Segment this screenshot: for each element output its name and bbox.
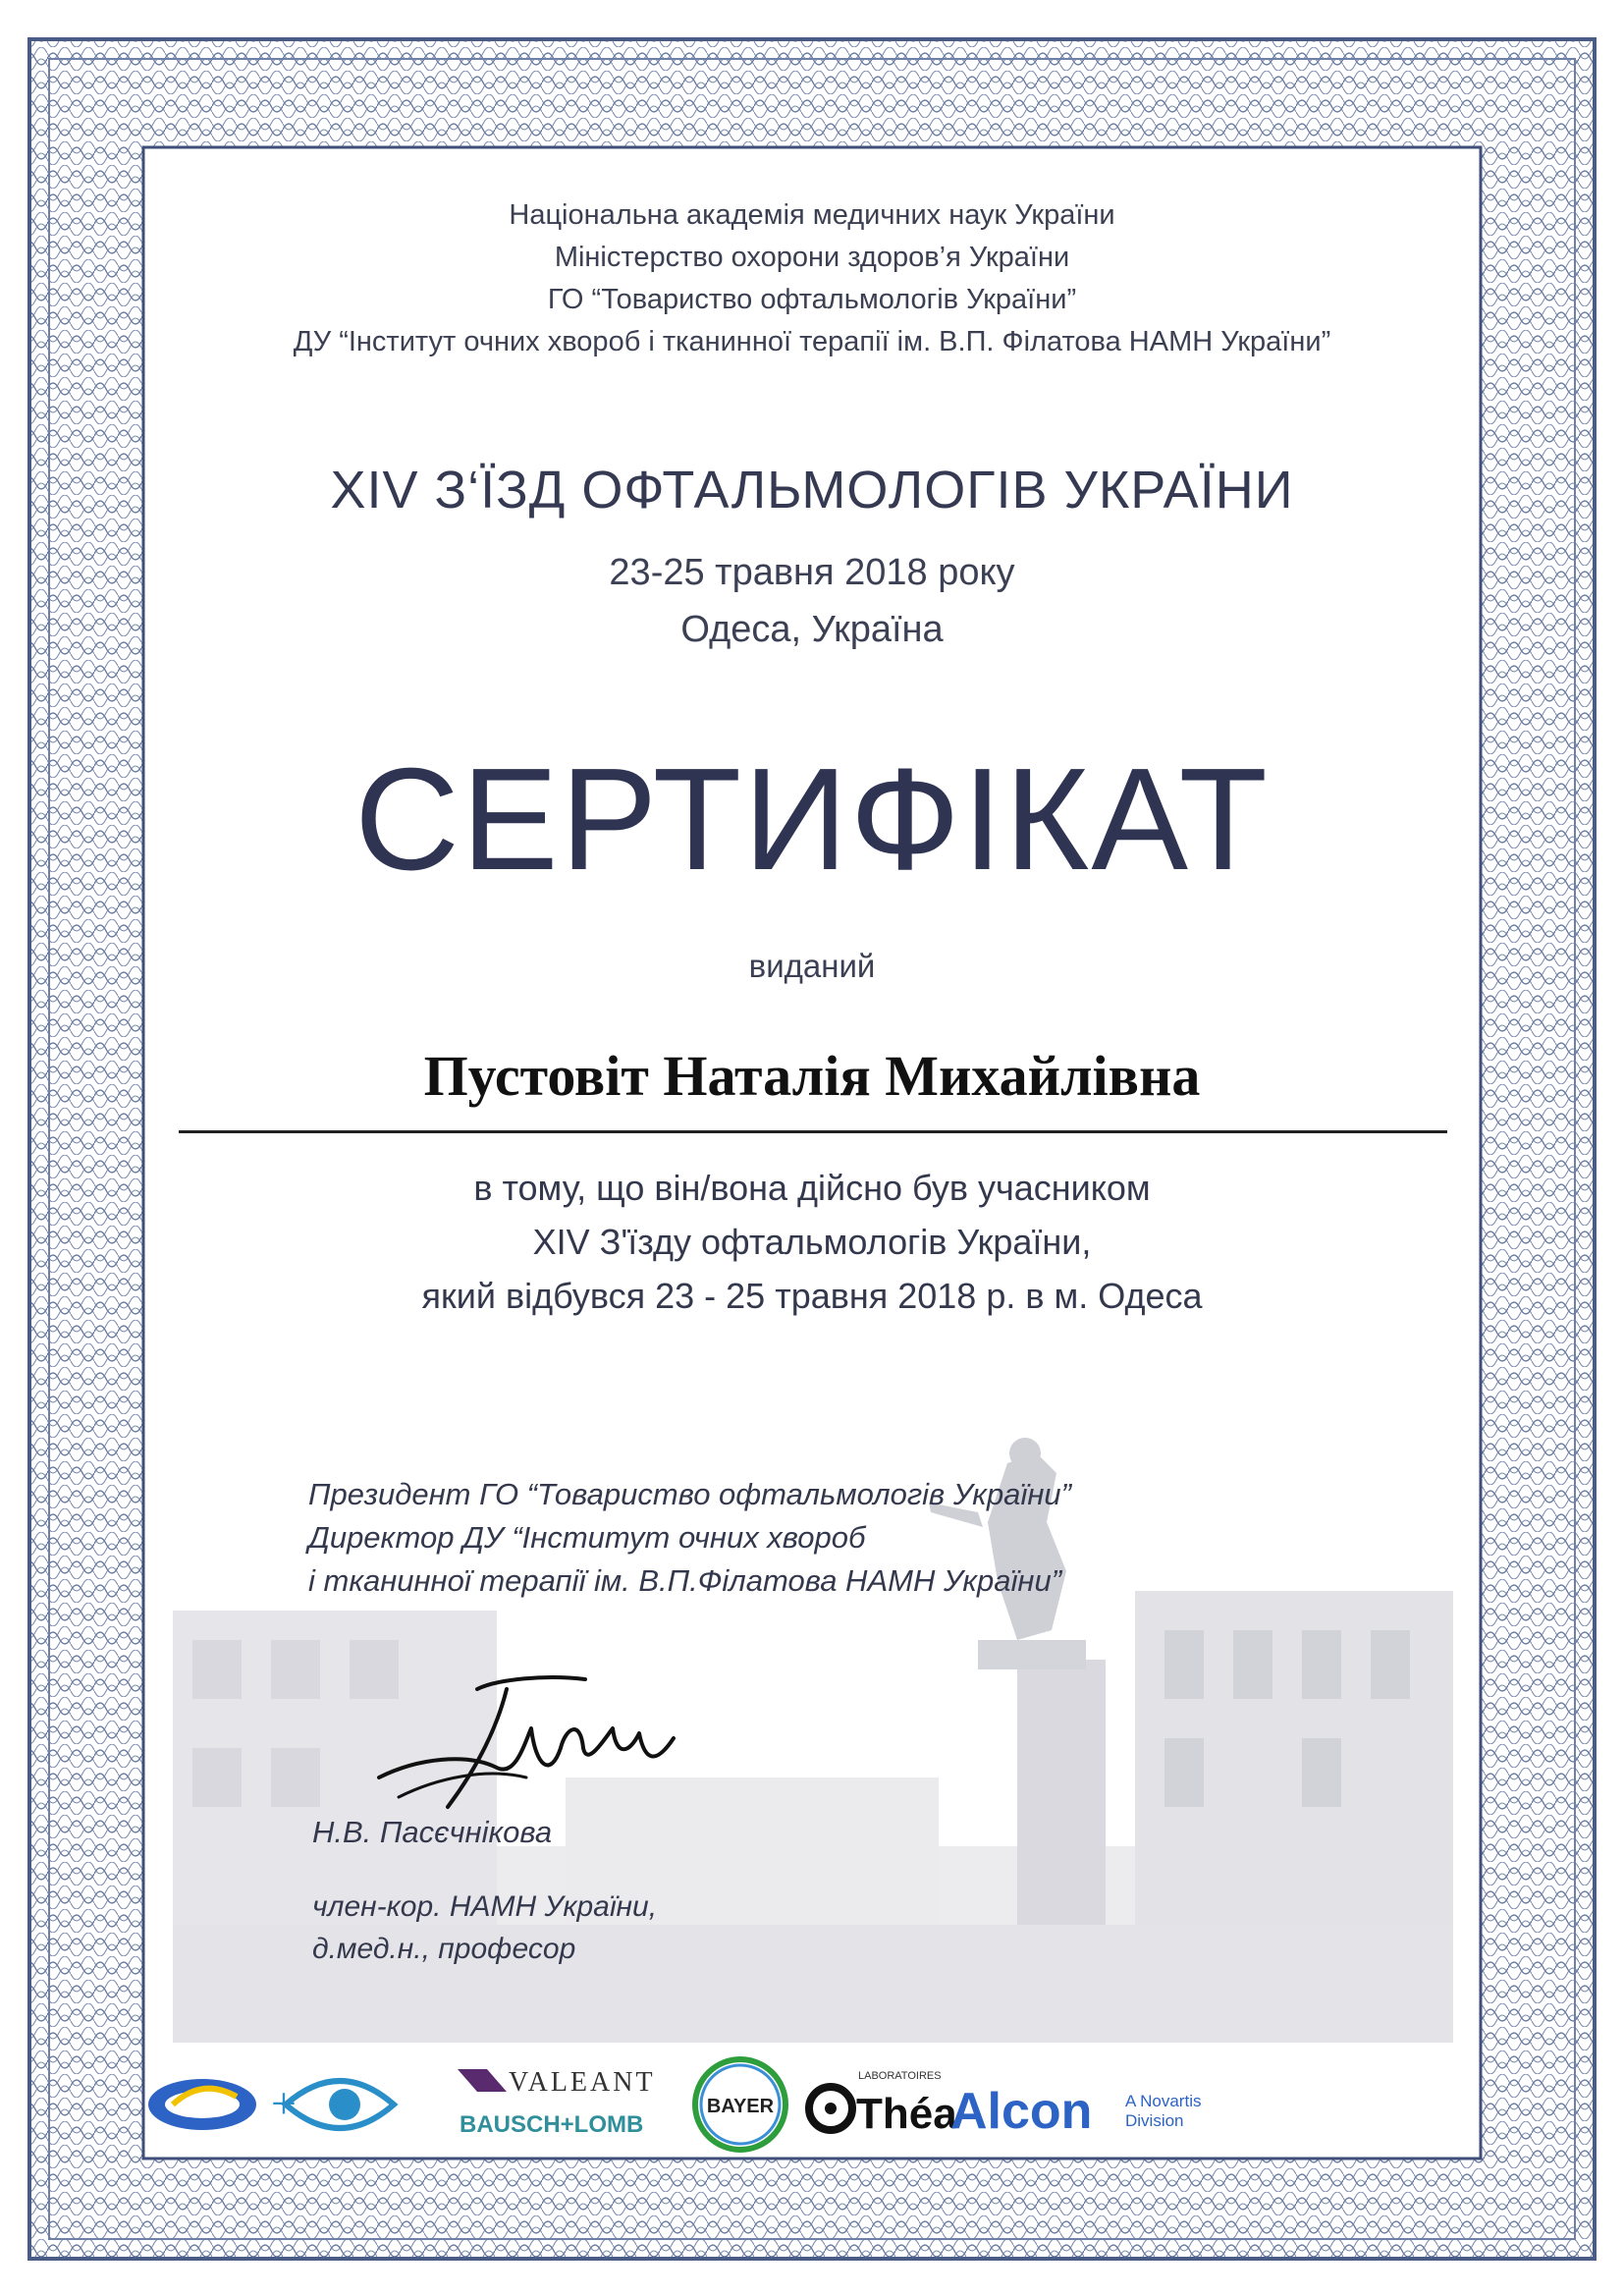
certificate-title: СЕРТИФІКАТ xyxy=(354,738,1270,901)
recipient-name: Пустовіт Наталія Михайлівна xyxy=(423,1044,1201,1108)
body-line: XIV З'їзду офтальмологів України, xyxy=(532,1222,1092,1262)
event-location: Одеса, Україна xyxy=(680,609,944,650)
certificate-content xyxy=(143,147,1481,2159)
sponsor-logo-alcon xyxy=(950,2083,1201,2140)
position-line: Президент ГО “Товариство офтальмологів України” xyxy=(308,1477,1071,1511)
org-line: ГО “Товариство офтальмологів України” xyxy=(547,284,1077,315)
sponsor-logo-valeant xyxy=(458,2067,656,2138)
sponsor-logo-thea xyxy=(809,2070,957,2138)
alcon-sub-text: A Novartis xyxy=(1125,2092,1202,2110)
certificate-body xyxy=(143,1161,1481,1323)
position-line: і тканинної терапії ім. В.П.Філатова НАМН України” xyxy=(308,1563,1062,1598)
name-underline xyxy=(179,1130,1447,1133)
signatory-name: Н.В. Пасєчнікова xyxy=(312,1815,553,1849)
sponsor-logo-filatov-institute xyxy=(271,2078,394,2128)
thea-text: Théa xyxy=(856,2090,957,2138)
sponsor-logo-bayer xyxy=(695,2059,785,2150)
signatory-position xyxy=(308,1473,1290,1603)
alcon-sub-text: Division xyxy=(1125,2111,1184,2130)
sponsor-logos xyxy=(143,2048,1481,2156)
position-line: Директор ДУ “Інститут очних хвороб xyxy=(308,1520,866,1555)
org-line: ДУ “Інститут очних хвороб і тканинної терапії ім. В.П. Філатова НАМН України” xyxy=(293,326,1331,357)
signatory-title xyxy=(312,1886,657,1970)
bausch-lomb-text: BAUSCH+LOMB xyxy=(460,2111,644,2138)
org-line: Національна академія медичних наук України xyxy=(509,199,1115,231)
organizations-header xyxy=(143,194,1481,363)
handwritten-signature xyxy=(359,1660,693,1817)
sponsor-logo-ophthalmology-society xyxy=(148,2079,256,2130)
body-line: який відбувся 23 - 25 травня 2018 р. в м. Одеса xyxy=(421,1276,1203,1316)
event-dates: 23-25 травня 2018 року xyxy=(609,552,1015,593)
issued-label: виданий xyxy=(748,948,876,984)
body-line: в тому, що він/вона дійсно був учасником xyxy=(473,1168,1151,1208)
org-line: Міністерство охорони здоров’я України xyxy=(554,242,1070,273)
valeant-text: VALEANT xyxy=(509,2067,656,2098)
svg-text:+: + xyxy=(271,2078,297,2128)
title-line: д.мед.н., професор xyxy=(312,1933,576,1965)
title-line: член-кор. НАМН України, xyxy=(312,1890,658,1923)
bayer-text: BAYER xyxy=(706,2096,775,2117)
thea-small-text: LABORATOIRES xyxy=(858,2070,942,2082)
alcon-text: Alcon xyxy=(950,2083,1093,2140)
congress-title: XIV З‘ЇЗД ОФТАЛЬМОЛОГІВ УКРАЇНИ xyxy=(330,461,1294,519)
